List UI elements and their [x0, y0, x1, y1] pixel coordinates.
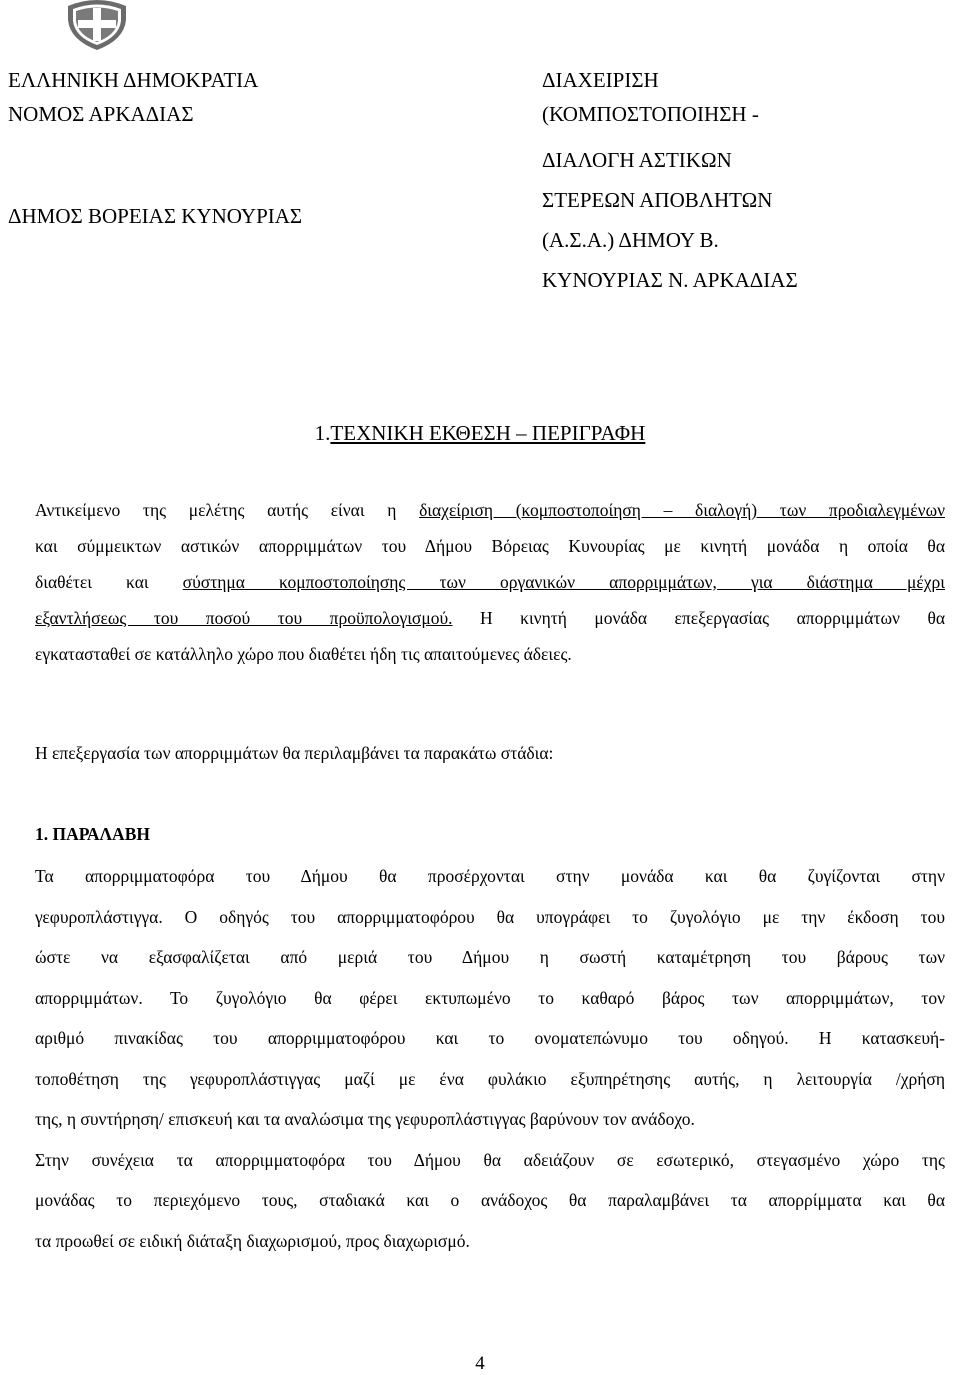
intro-underlined-text: διαχείριση (κομποστοποίηση – διαλογή) των προδιαλεγμένων: [419, 500, 946, 520]
stage1-body: [35, 856, 945, 1261]
section-title: [0, 421, 960, 446]
header-right-line-5: (Α.Σ.Α.) ΔΗΜΟΥ Β.: [542, 228, 719, 252]
header-left-line-2: ΝΟΜΟΣ ΑΡΚΑΔΙΑΣ: [8, 102, 194, 126]
header-left-line-3: ΔΗΜΟΣ ΒΟΡΕΙΑΣ ΚΥΝΟΥΡΙΑΣ: [8, 204, 303, 228]
intro-text: Αντικείμενο της μελέτης αυτής είναι η: [35, 500, 420, 520]
header-right-line-6: ΚΥΝΟΥΡΙΑΣ Ν. ΑΡΚΑΔΙΑΣ: [542, 268, 798, 292]
intro-line-5: εγκατασταθεί σε κατάλληλο χώρο που διαθέτει ήδη τις απαιτούμενες άδειες.: [35, 644, 572, 664]
header-right-line-4: ΣΤΕΡΕΩΝ ΑΠΟΒΛΗΤΩΝ: [542, 188, 773, 212]
stage1-line: γεφυροπλάστιγγα. Ο οδηγός του απορριμματοφόρου θα υπογράφει το ζυγολόγιο με την έκδοση του: [35, 906, 945, 927]
intro-text: Η κινητή μονάδα επεξεργασίας απορριμμάτων θα: [452, 608, 945, 628]
page-number: 4: [475, 1353, 485, 1374]
stages-intro-text: Η επεξεργασία των απορριμμάτων θα περιλαμβάνει τα παρακάτω στάδια:: [35, 743, 554, 763]
section-number: 1.: [314, 421, 331, 445]
stage1-line: Στην συνέχεια τα απορριμματοφόρα του Δήμου θα αδειάζουν σε εσωτερικό, στεγασμένο χώρο της: [35, 1149, 945, 1170]
intro-line-4: [35, 600, 945, 636]
header-right-line-3: ΔΙΑΛΟΓΗ ΑΣΤΙΚΩΝ: [542, 148, 732, 172]
stage1-line: τοποθέτηση της γεφυροπλάστιγγας μαζί με ένα φυλάκιο εξυπηρέτησης αυτής, η λειτουργία /χρήση: [35, 1068, 945, 1089]
stage1-line: τα προωθεί σε ειδική διάταξη διαχωρισμού, προς διαχωρισμό.: [35, 1230, 470, 1251]
stages-intro: [35, 735, 945, 771]
intro-line-2: και σύμμεικτων αστικών απορριμμάτων του Δήμου Βόρειας Κυνουρίας με κινητή μονάδα η οποία θα: [35, 536, 945, 556]
section-title-text: ΤΕΧΝΙΚΗ ΕΚΘΕΣΗ – ΠΕΡΙΓΡΑΦΗ: [330, 421, 646, 445]
intro-paragraph: [35, 492, 945, 672]
header-right-line-1: ΔΙΑΧΕΙΡΙΣΗ: [542, 68, 659, 92]
stage1-line: αριθμό πινακίδας του απορριμματοφόρου και το ονοματεπώνυμο του οδηγού. Η κατασκευή-: [35, 1028, 945, 1048]
intro-line-1: [35, 492, 945, 528]
intro-text: διαθέτει και: [35, 572, 183, 592]
header-left-line-1: ΕΛΛΗΝΙΚΗ ΔΗΜΟΚΡΑΤΙΑ: [8, 68, 259, 92]
stage1-line: απορριμμάτων. Το ζυγολόγιο θα φέρει εκτυπωμένο το καθαρό βάρος των απορριμμάτων, τον: [35, 987, 945, 1008]
intro-underlined-text: σύστημα κομποστοποίησης των οργανικών απορριμμάτων, για διάστημα μέχρι: [182, 572, 945, 592]
stage1-heading-text: 1. ΠΑΡΑΛΑΒΗ: [35, 824, 150, 844]
greek-state-emblem-icon: [64, 0, 130, 50]
intro-underlined-text: εξαντλήσεως του ποσού του προϋπολογισμού.: [35, 608, 453, 628]
stage1-line: Τα απορριμματοφόρα του Δήμου θα προσέρχονται στην μονάδα και θα ζυγίζονται στην: [35, 866, 945, 886]
header-right-line-2: (ΚΟΜΠΟΣΤΟΠΟΙΗΣΗ -: [542, 102, 759, 126]
intro-line-3: [35, 564, 945, 600]
stage1-line: της, η συντήρηση/ επισκευή και τα αναλώσιμα της γεφυροπλάστιγγας βαρύνουν τον ανάδοχο.: [35, 1109, 695, 1129]
stage1-line: ώστε να εξασφαλίζεται από μεριά του Δήμου η σωστή καταμέτρηση του βάρους των: [35, 947, 945, 967]
stage1-heading: [35, 816, 945, 852]
stage1-line: μονάδας το περιεχόμενο τους, σταδιακά και ο ανάδοχος θα παραλαμβάνει τα απορρίμματα και θα: [35, 1190, 945, 1210]
